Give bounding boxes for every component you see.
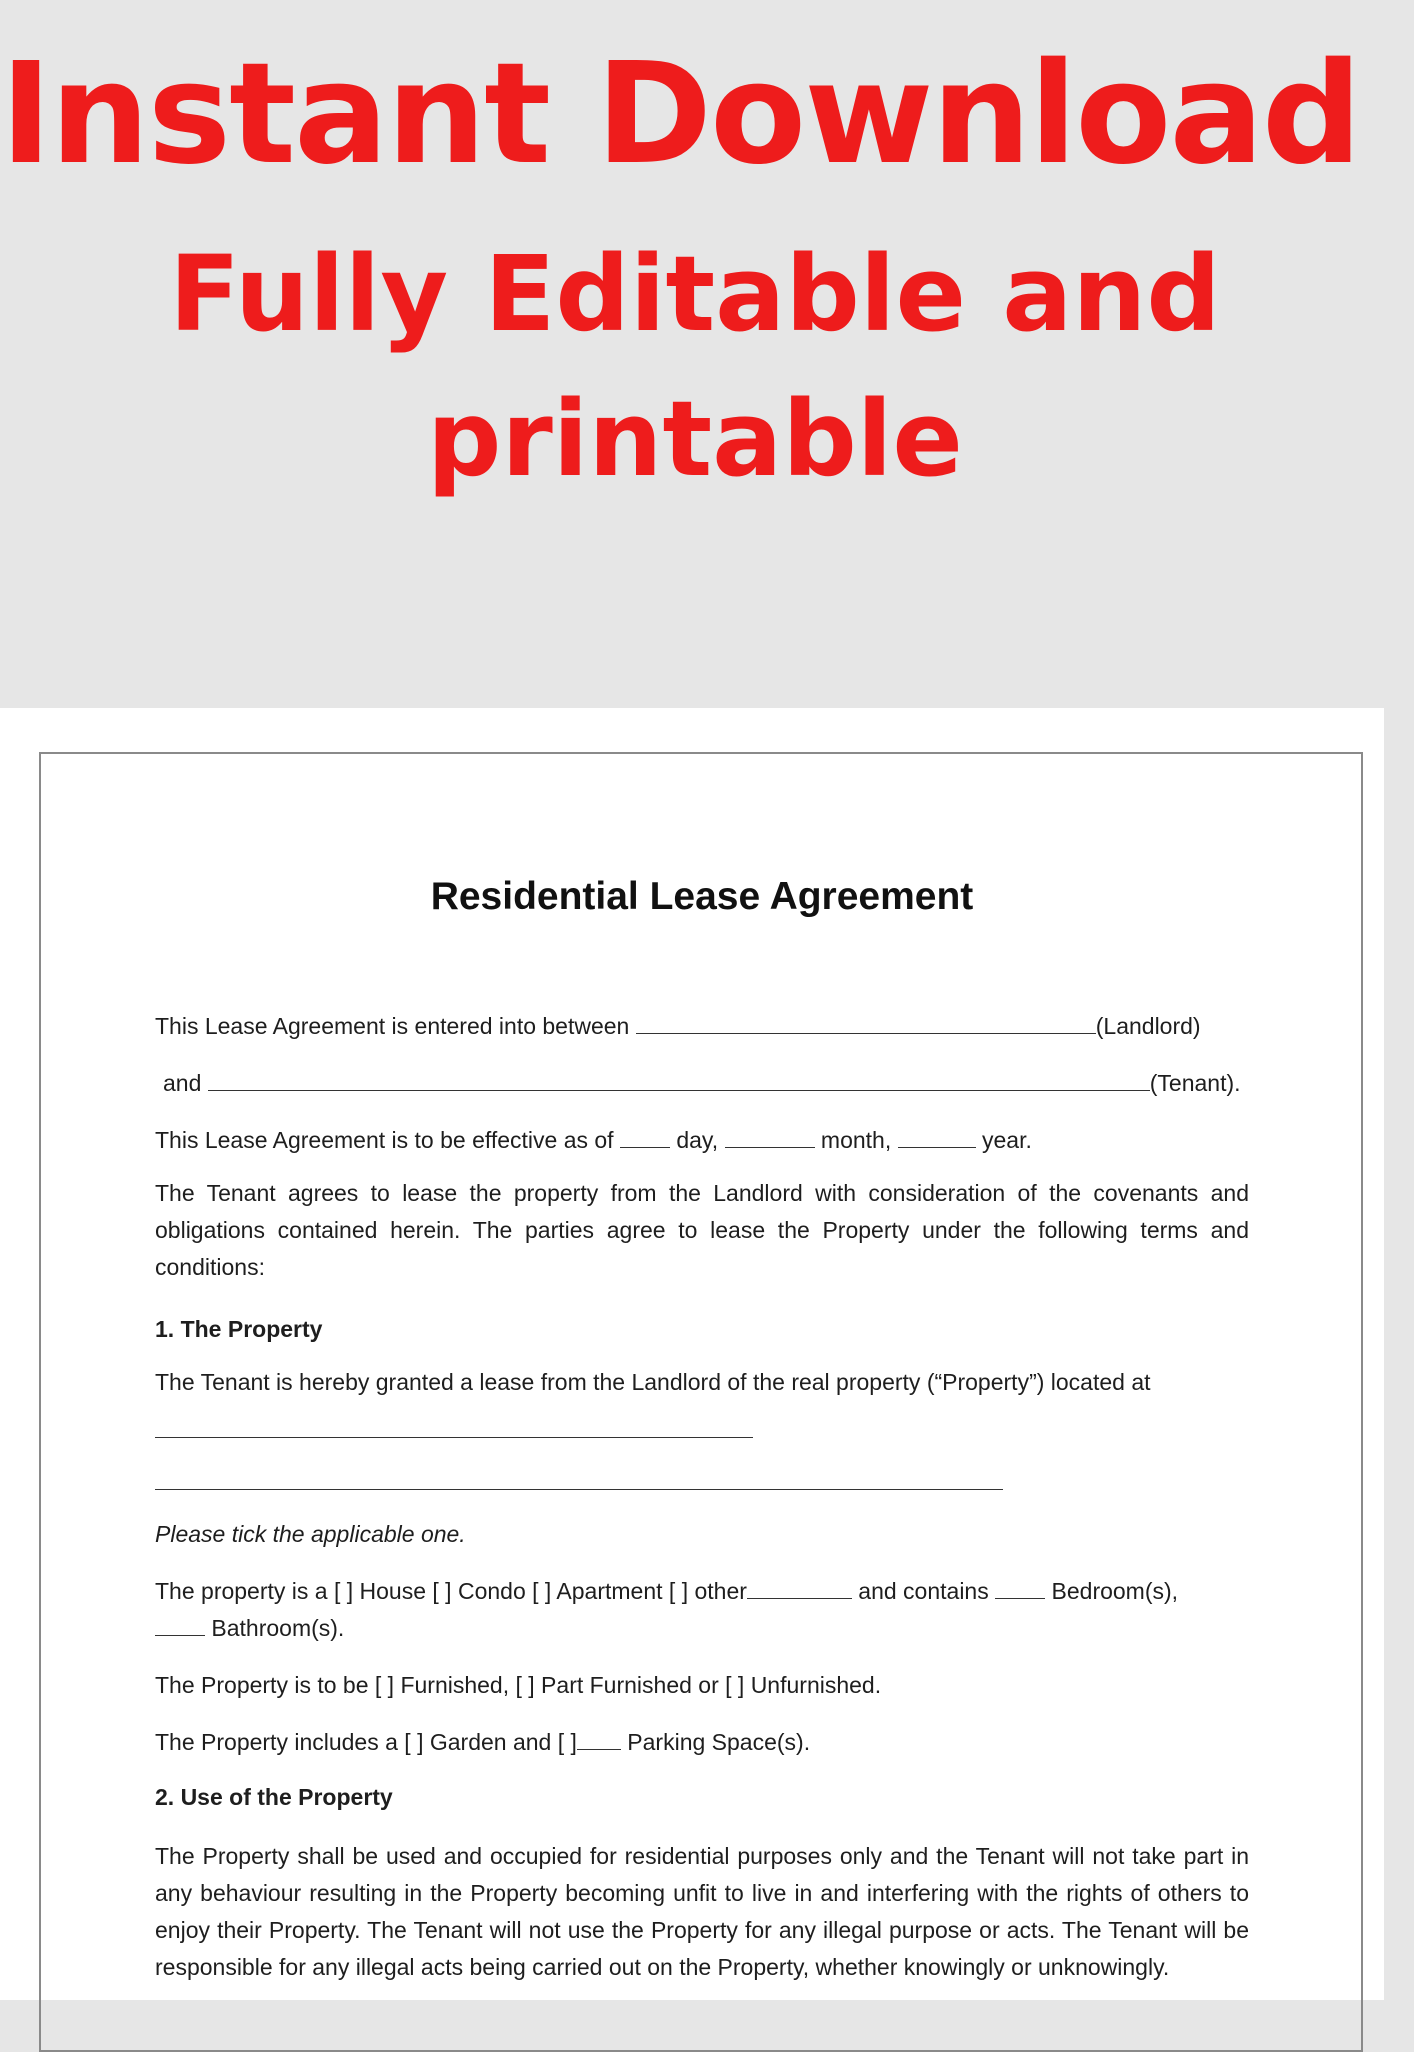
promo-banner — [0, 0, 1414, 708]
parties-landlord-line — [155, 1012, 1249, 1040]
month-label: month, — [820, 1127, 892, 1153]
effective-text: This Lease Agreement is to be effective as of — [155, 1127, 614, 1153]
banner-subtitle — [0, 222, 1390, 512]
day-blank[interactable] — [620, 1127, 670, 1148]
banner-subtitle-line2: printable — [427, 378, 963, 500]
furnished-line: The Property is to be [ ] Furnished, [ ] Part Furnished or [ ] Unfurnished. — [155, 1672, 882, 1698]
banner-title: Instant Download — [0, 33, 1361, 196]
agreement-paragraph: The Tenant agrees to lease the property from the Landlord with consideration of the covenants and obligations contained herein. The parties agree to lease the Property under the following terms and conditions: — [155, 1180, 1249, 1280]
bathrooms-blank[interactable] — [155, 1615, 205, 1636]
effective-date-line — [155, 1126, 1249, 1154]
property-type-text: The property is a [ ] House [ ] Condo [ ] Apartment [ ] other — [155, 1578, 747, 1604]
landlord-name-blank[interactable] — [636, 1013, 1096, 1034]
document-title: Residential Lease Agreement — [430, 875, 974, 918]
bathrooms-line — [155, 1614, 1249, 1642]
section-2-text: The Property shall be used and occupied for residential purposes only and the Tenant will not take part in any behaviour resulting in the Property becoming unfit to live in and interfering with the rights of others to enjoy their Property. The Tenant will not use the Property for any illegal purpose or acts. The Tenant will be responsible for any illegal acts being carried out on the Property, whether knowingly or unknowingly. — [155, 1843, 1249, 1980]
parking-label: Parking Space(s). — [627, 1729, 811, 1755]
banner-subtitle-line1: Fully Editable and — [169, 233, 1221, 355]
day-label: day, — [676, 1127, 719, 1153]
includes-text: The Property includes a [ ] Garden and [ ] — [155, 1729, 577, 1755]
month-blank[interactable] — [725, 1127, 815, 1148]
intro-text: This Lease Agreement is entered into between — [155, 1013, 630, 1039]
year-blank[interactable] — [898, 1127, 976, 1148]
landlord-label: (Landlord) — [1095, 1013, 1201, 1039]
property-type-line — [155, 1577, 1249, 1605]
section-1-heading: 1. The Property — [155, 1316, 323, 1342]
section-2-heading: 2. Use of the Property — [155, 1784, 393, 1810]
parties-tenant-line — [163, 1069, 1257, 1097]
parking-blank[interactable] — [577, 1729, 621, 1750]
other-type-blank[interactable] — [747, 1578, 852, 1599]
bedrooms-blank[interactable] — [995, 1578, 1045, 1599]
address-blank-2[interactable] — [155, 1488, 1003, 1490]
bedrooms-label: Bedroom(s), — [1051, 1578, 1179, 1604]
contains-label: and contains — [858, 1578, 989, 1604]
address-blank-1[interactable] — [155, 1436, 753, 1438]
and-label: and — [163, 1070, 202, 1096]
tick-instruction: Please tick the applicable one. — [155, 1521, 466, 1547]
background-strip — [1384, 708, 1414, 2000]
section-1-text: The Tenant is hereby granted a lease from the Landlord of the real property (“Property”) located at — [155, 1369, 1151, 1395]
tenant-label: (Tenant). — [1149, 1070, 1241, 1096]
bathrooms-label: Bathroom(s). — [211, 1615, 345, 1641]
year-label: year. — [982, 1127, 1032, 1153]
tenant-name-blank[interactable] — [208, 1070, 1150, 1091]
includes-line — [155, 1728, 1249, 1756]
